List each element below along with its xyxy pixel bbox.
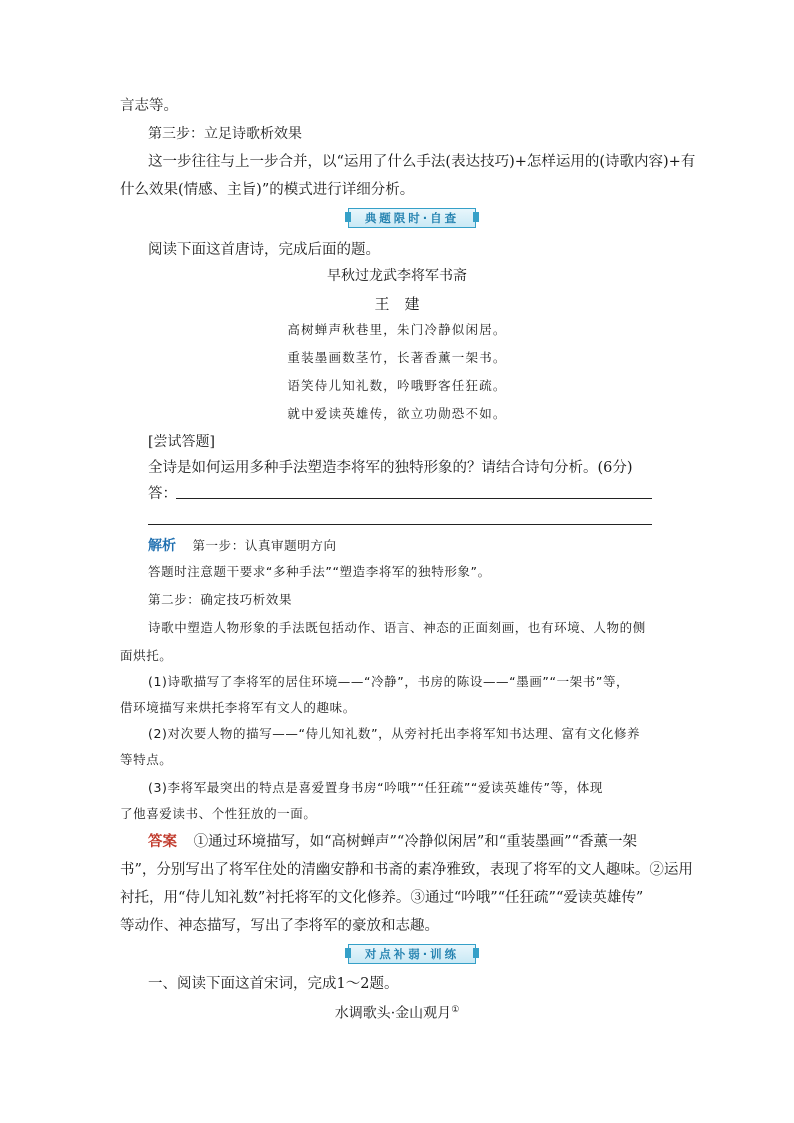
analysis-line-9: 等特点。 [120,752,173,767]
poem-line-1: 高树蝉声秋巷里，朱门冷静似闲居。 [287,322,507,337]
answer-text-3: 衬托，用“侍儿知礼数”衬托将军的文化修养。③通过“吟哦”“任狂疏”“爱读英雄传” [120,890,644,906]
footnote-marker: ① [451,1005,460,1015]
step-three-heading: 第三步：立足诗歌析效果 [148,126,302,142]
answer-line-1 [176,498,652,499]
answer-text-2: 书”，分别写出了将军住处的清幽安静和书斋的素净雅致，表现了将军的文人趣味。②运用 [120,862,693,878]
section2-prompt: 一、阅读下面这首宋词，完成1～2题。 [148,976,399,992]
intro-line-4: 什么效果(情感、主旨)”的模式进行详细分析。 [120,182,415,198]
answer-text-4: 等动作、神态描写，写出了李将军的豪放和志趣。 [120,918,439,934]
analysis-line-2: 答题时注意题干要求“多种手法”“塑造李将军的独特形象”。 [148,564,491,579]
poem-line-4: 就中爱读英雄传，欲立功勋恐不如。 [287,406,507,421]
answer-prefix: 答： [148,486,177,502]
intro-line-1: 言志等。 [120,98,178,114]
analysis-line-7: 借环境描写来烘托李将军有文人的趣味。 [120,700,356,715]
poem-line-2: 重装墨画数茎竹，长著香薰一架书。 [287,350,507,365]
analysis-line-4: 诗歌中塑造人物形象的手法既包括动作、语言、神态的正面刻画，也有环境、人物的侧 [148,620,646,635]
question-text: 全诗是如何运用多种手法塑造李将军的独特形象的？请结合诗句分析。(6分) [148,460,633,476]
section-banner-practice: 对点补弱·训练 [348,944,476,964]
analysis-label: 解析 [148,538,176,554]
analysis-point-2: (2)对次要人物的描写——“侍儿知礼数”，从旁衬托出李将军知书达理、富有文化修养 [148,726,641,741]
analysis-step-2: 第二步：确定技巧析效果 [148,592,293,607]
reading-prompt: 阅读下面这首唐诗，完成后面的题。 [148,242,380,258]
analysis-step-1: 第一步：认真审题明方向 [192,538,337,553]
analysis-step-1-line [148,536,337,556]
analysis-point-1: (1)诗歌描写了李将军的居住环境——“冷静”，书房的陈设——“墨画”“一架书”等， [148,674,630,689]
analysis-point-3: (3)李将军最突出的特点是喜爱置身书房“吟哦”“任狂疏”“爱读英雄传”等，体现 [148,780,603,795]
poem-title: 早秋过龙武李将军书斋 [327,268,467,284]
analysis-line-11: 了他喜爱读书、个性狂放的一面。 [120,806,317,821]
try-answer-label: [尝试答题] [148,434,215,450]
answer-text-1: ①通过环境描写，如“高树蝉声”“冷静似闲居”和“重装墨画”“香薰一架 [193,834,637,850]
answer-line-first [148,832,637,852]
poem-author: 王 建 [374,295,420,313]
analysis-line-5: 面烘托。 [120,648,173,663]
section2-title-line [0,1000,794,1024]
answer-line-2 [148,524,652,525]
intro-line-3: 这一步往往与上一步合并，以“运用了什么手法(表达技巧)+怎样运用的(诗歌内容)+有 [148,154,696,170]
poem-line-3: 语笑侍儿知礼数，吟哦野客任狂疏。 [287,378,507,393]
answer-label: 答案 [148,833,177,850]
section-banner-typical: 典题限时·自查 [348,208,476,228]
ci-title: 水调歌头·金山观月 [334,1005,452,1022]
